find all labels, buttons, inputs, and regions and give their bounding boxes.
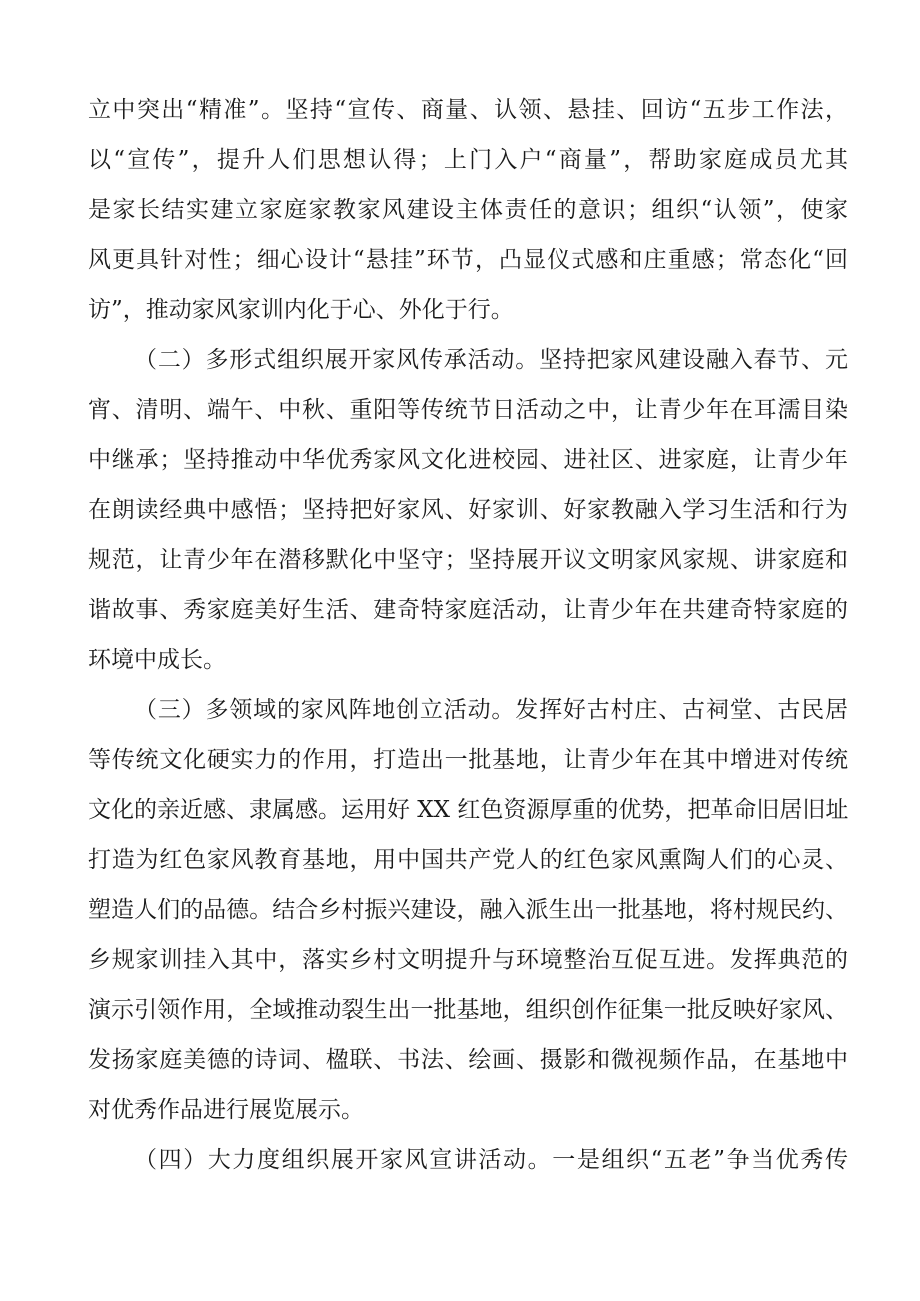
paragraph-3-line-3: 文化的亲近感、隶属感。运用好 XX 红色资源厚重的优势，把革命旧居旧址 (88, 797, 849, 823)
paragraph-3-line-1: （三）多领域的家风阵地创立活动。发挥好古村庄、古祠堂、古民居 (134, 697, 848, 723)
paragraph-3-line-5: 塑造人们的品德。结合乡村振兴建设，融入派生出一批基地，将村规民约、 (88, 897, 848, 923)
paragraph-3-line-8: 发扬家庭美德的诗词、楹联、书法、绘画、摄影和微视频作品，在基地中 (88, 1047, 848, 1073)
paragraph-3-line-6: 乡规家训挂入其中，落实乡村文明提升与环境整治互促互进。发挥典范的 (88, 947, 848, 973)
paragraph-1-line-2: 以“宣传”，提升人们思想认得；上门入户“商量”，帮助家庭成员尤其 (88, 147, 848, 173)
paragraph-2-line-5: 规范，让青少年在潜移默化中坚守；坚持展开议文明家风家规、讲家庭和 (88, 547, 848, 573)
paragraph-3-line-7: 演示引领作用，全域推动裂生出一批基地，组织创作征集一批反映好家风、 (88, 997, 848, 1023)
paragraph-2-line-7: 环境中成长。 (88, 647, 226, 673)
paragraph-2-line-2: 宵、清明、端午、中秋、重阳等传统节日活动之中，让青少年在耳濡目染 (88, 397, 848, 423)
paragraph-1-line-3: 是家长结实建立家庭家教家风建设主体责任的意识；组织“认领”，使家 (88, 197, 848, 223)
paragraph-3-line-2: 等传统文化硬实力的作用，打造出一批基地，让青少年在其中增进对传统 (88, 747, 848, 773)
paragraph-1-line-5: 访”，推动家风家训内化于心、外化于行。 (88, 297, 514, 323)
paragraph-1-line-1: 立中突出“精准”。坚持“宣传、商量、认领、悬挂、回访“五步工作法， (88, 97, 848, 123)
paragraph-4-line-1: （四）大力度组织展开家风宣讲活动。一是组织“五老”争当优秀传 (134, 1147, 848, 1173)
paragraph-2-line-4: 在朗读经典中感悟；坚持把好家风、好家训、好家教融入学习生活和行为 (88, 497, 848, 523)
paragraph-2-line-1: （二）多形式组织展开家风传承活动。坚持把家风建设融入春节、元 (134, 347, 848, 373)
paragraph-1-line-4: 风更具针对性；细心设计“悬挂”环节，凸显仪式感和庄重感；常态化“回 (88, 247, 848, 273)
paragraph-3-line-9: 对优秀作品进行展览展示。 (88, 1097, 364, 1123)
paragraph-3-line-4: 打造为红色家风教育基地，用中国共产党人的红色家风熏陶人们的心灵、 (88, 847, 848, 873)
paragraph-2-line-3: 中继承；坚持推动中华优秀家风文化进校园、进社区、进家庭，让青少年 (88, 447, 848, 473)
paragraph-2-line-6: 谐故事、秀家庭美好生活、建奇特家庭活动，让青少年在共建奇特家庭的 (88, 597, 848, 623)
